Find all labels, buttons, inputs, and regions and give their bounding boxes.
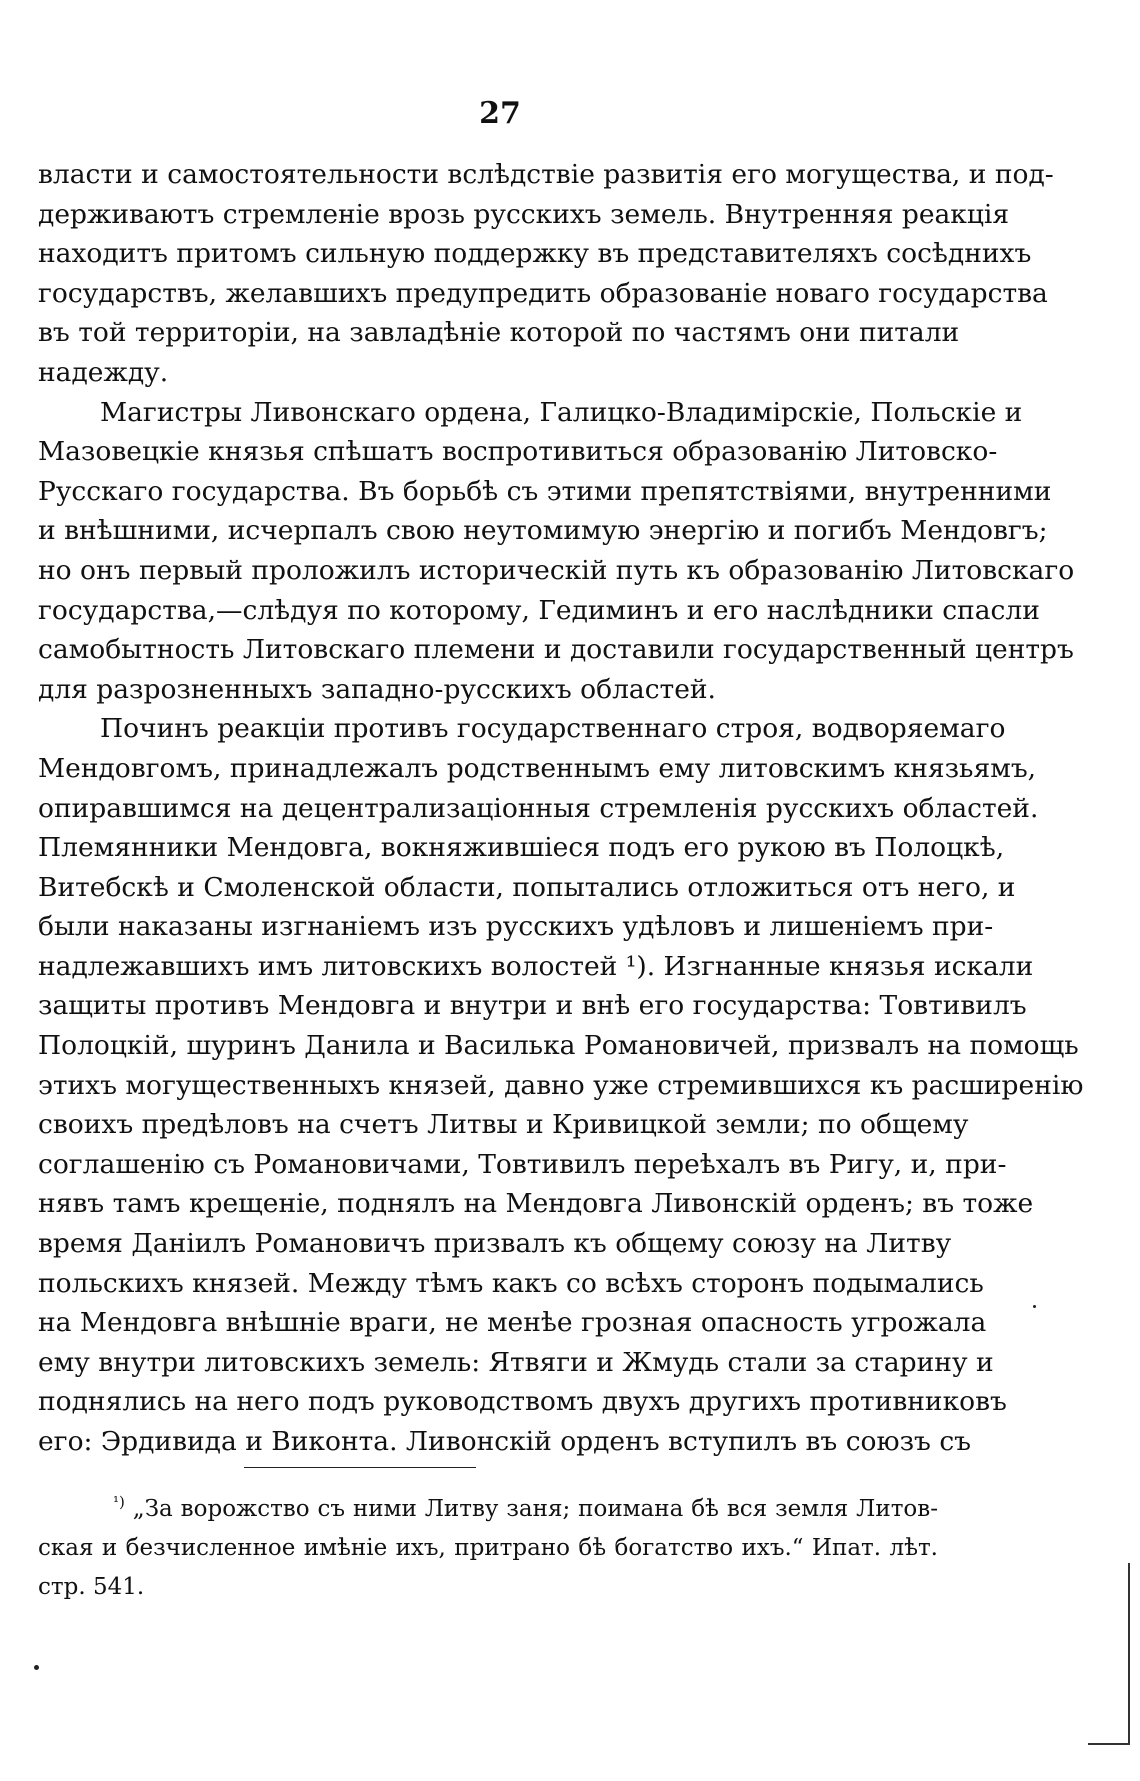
text-line: государства,—слѣдуя по которому, Гедиминъ и его наслѣдники спасли bbox=[38, 594, 1040, 626]
text-line: надежду. bbox=[38, 356, 169, 388]
text-line: Племянники Мендовга, вокняжившіеся подъ его рукою въ Полоцкѣ, bbox=[38, 832, 1005, 864]
text-line: нявъ тамъ крещеніе, поднялъ на Мендовга Ливонскій орденъ; въ тоже bbox=[38, 1188, 1034, 1220]
text-line: были наказаны изгнаніемъ изъ русскихъ удѣловъ и лишеніемъ при- bbox=[38, 911, 994, 943]
text-line: находитъ притомъ сильную поддержку въ представителяхъ сосѣднихъ bbox=[38, 238, 1032, 270]
paragraph bbox=[38, 393, 1075, 710]
footnote-marker: ¹) bbox=[113, 1493, 125, 1511]
text-line: и внѣшними, исчерпалъ свою неутомимую энергію и погибъ Мендовгъ; bbox=[38, 515, 1048, 547]
footnote-divider bbox=[244, 1467, 476, 1468]
text-line: его: Эрдивида и Виконта. Ливонскій орденъ вступилъ въ союзъ съ bbox=[38, 1426, 972, 1457]
text-line: государствъ, желавшихъ предупредить образованіе новаго государства bbox=[38, 277, 1048, 309]
text-line: этихъ могущественныхъ князей, давно уже стремившихся къ расширенію bbox=[38, 1069, 1084, 1101]
footnote-line: ская и безчисленное имѣніе ихъ, притрано бѣ богатство ихъ.“ Ипат. лѣт. bbox=[38, 1535, 938, 1561]
footnote-line: стр. 541. bbox=[38, 1574, 145, 1600]
page-corner-mark bbox=[1088, 1563, 1130, 1745]
scan-speck bbox=[34, 1665, 39, 1670]
text-line: но онъ первый проложилъ историческій путь къ образованію Литовскаго bbox=[38, 554, 1075, 586]
text-line: поднялись на него подъ руководствомъ двухъ другихъ противниковъ bbox=[38, 1386, 1007, 1418]
text-line: защиты противъ Мендовга и внутри и внѣ его государства: Товтивилъ bbox=[38, 990, 1027, 1022]
text-line: держиваютъ стремленіе врозь русскихъ земель. Внутренняя реакція bbox=[38, 198, 1010, 230]
scan-speck bbox=[1033, 1305, 1036, 1308]
text-line: въ той территоріи, на завладѣніе которой по частямъ они питали bbox=[38, 317, 960, 349]
text-line: на Мендовга внѣшніе враги, не менѣе грозная опасность угрожала bbox=[38, 1307, 987, 1339]
paragraph bbox=[38, 155, 1054, 393]
text-line: ему внутри литовскихъ земель: Ятвяги и Жмудь стали за старину и bbox=[38, 1346, 994, 1378]
text-line: своихъ предѣловъ на счетъ Литвы и Кривицкой земли; по общему bbox=[38, 1109, 969, 1141]
text-line: Русскаго государства. Въ борьбѣ съ этими препятствіями, внутренними bbox=[38, 475, 1052, 507]
text-line: для разрозненныхъ западно-русскихъ областей. bbox=[38, 673, 716, 705]
main-text bbox=[38, 155, 1084, 1462]
footnote bbox=[38, 1490, 938, 1607]
text-line: Витебскѣ и Смоленской области, попытались отложиться отъ него, и bbox=[38, 871, 1016, 903]
page-number: 27 bbox=[479, 96, 521, 131]
text-line: Полоцкій, шуринъ Данила и Василька Романовичей, призвалъ на помощь bbox=[38, 1030, 1079, 1062]
text-line: Мендовгомъ, принадлежалъ родственнымъ ему литовскимъ князьямъ, bbox=[38, 752, 1037, 784]
footnote-line bbox=[38, 1490, 938, 1529]
text-line: польскихъ князей. Между тѣмъ какъ со всѣхъ сторонъ подымались bbox=[38, 1267, 984, 1299]
text-line: власти и самостоятельности вслѣдствіе развитія его могущества, и под- bbox=[38, 159, 1054, 190]
text-line: самобытность Литовскаго племени и доставили государственный центръ bbox=[38, 634, 1074, 666]
paragraph bbox=[38, 709, 1084, 1461]
text-line: соглашенію съ Романовичами, Товтивилъ переѣхалъ въ Ригу, и, при- bbox=[38, 1148, 1007, 1180]
footnote-text: „За ворожство съ ними Литву заня; поимана бѣ вся земля Литов- bbox=[132, 1496, 938, 1522]
text-line: Починъ реакціи противъ государственнаго строя, водворяемаго bbox=[100, 713, 1006, 745]
text-line: надлежавшихъ имъ литовскихъ волостей ¹). Изгнанные князья искали bbox=[38, 950, 1034, 982]
text-line: опиравшимся на децентрализаціонныя стремленія русскихъ областей. bbox=[38, 792, 1039, 824]
text-line: время Даніилъ Романовичъ призвалъ къ общему союзу на Литву bbox=[38, 1228, 952, 1260]
text-line: Магистры Ливонскаго ордена, Галицко-Владимірскіе, Польскіе и bbox=[100, 396, 1023, 428]
text-line: Мазовецкіе князья спѣшатъ воспротивиться образованію Литовско- bbox=[38, 436, 998, 468]
